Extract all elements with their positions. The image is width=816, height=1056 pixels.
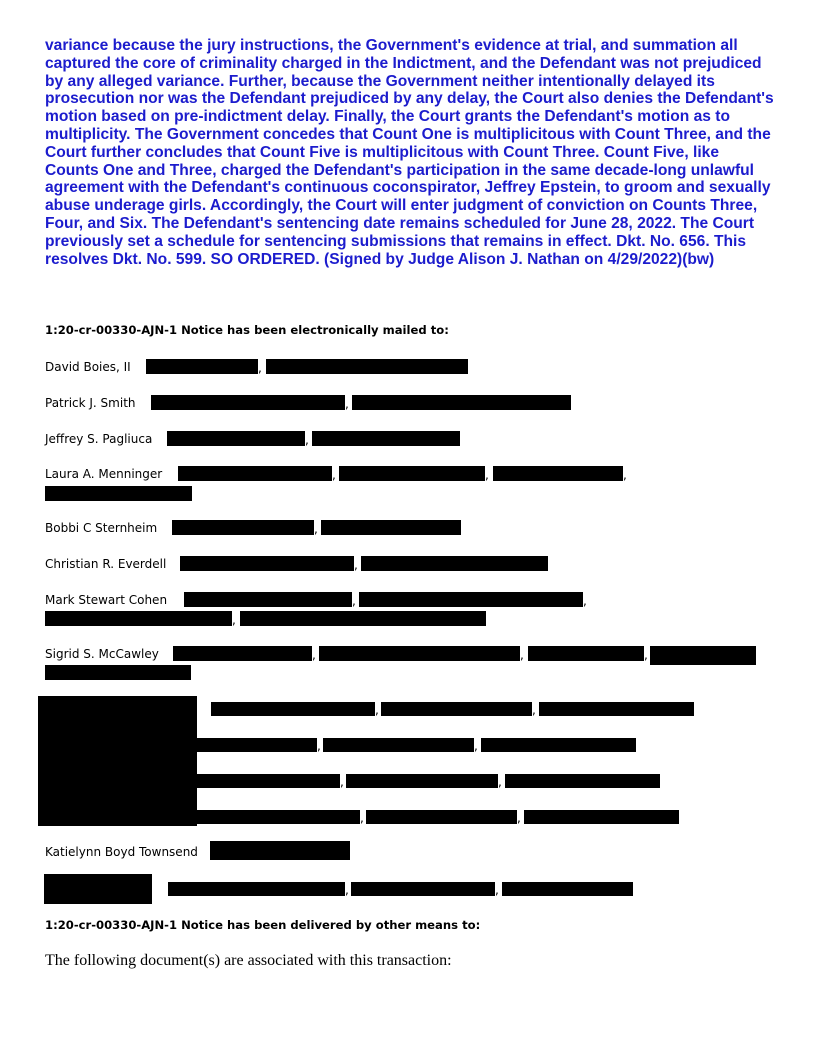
emailed-notice-heading: 1:20-cr-00330-AJN-1 Notice has been electronically mailed to: (45, 323, 449, 337)
redaction-box (366, 810, 517, 824)
redaction-box (481, 738, 636, 752)
redaction-box (168, 882, 345, 896)
separator: , (532, 703, 536, 717)
separator: , (345, 883, 349, 897)
redaction-box (45, 665, 191, 680)
separator: , (485, 468, 489, 482)
redaction-box (312, 431, 460, 446)
redaction-box (38, 696, 197, 826)
separator: , (258, 361, 262, 375)
redaction-box (539, 702, 694, 716)
redaction-box (180, 556, 354, 571)
redaction-box (339, 466, 485, 481)
recipient-name: Katielynn Boyd Townsend (45, 845, 198, 859)
separator: , (517, 811, 521, 825)
redaction-box (197, 738, 317, 752)
redaction-box (505, 774, 660, 788)
redaction-box (173, 646, 312, 661)
recipient-name: Sigrid S. McCawley (45, 647, 159, 661)
redaction-box (346, 774, 498, 788)
redaction-box (351, 882, 495, 896)
separator: , (583, 594, 587, 608)
redaction-box (184, 592, 352, 607)
redaction-box (323, 738, 474, 752)
redaction-box (359, 592, 583, 607)
separator: , (332, 468, 336, 482)
redaction-box (197, 810, 360, 824)
recipient-name: Bobbi C Sternheim (45, 521, 158, 535)
associated-documents-text: The following document(s) are associated with this transaction: (45, 952, 452, 969)
recipient-name: Jeffrey S. Pagliuca (45, 432, 153, 446)
redaction-box (381, 702, 532, 716)
separator: , (498, 775, 502, 789)
redaction-box (528, 646, 644, 661)
redaction-box (352, 395, 571, 410)
redaction-box (172, 520, 314, 535)
other-means-heading: 1:20-cr-00330-AJN-1 Notice has been delivered by other means to: (45, 918, 481, 932)
redaction-box (45, 611, 232, 626)
separator: , (312, 648, 316, 662)
redaction-box (319, 646, 520, 661)
separator: , (345, 397, 349, 411)
separator: , (232, 613, 236, 627)
separator: , (340, 775, 344, 789)
redaction-box (146, 359, 258, 374)
recipient-name: Christian R. Everdell (45, 557, 167, 571)
redaction-box (211, 702, 375, 716)
separator: , (520, 648, 524, 662)
separator: , (305, 433, 309, 447)
recipient-name: David Boies, II (45, 360, 131, 374)
recipient-name: Patrick J. Smith (45, 396, 136, 410)
redaction-box (44, 874, 152, 904)
separator: , (474, 739, 478, 753)
redaction-box (502, 882, 633, 896)
recipient-name: Laura A. Menninger (45, 467, 163, 481)
redaction-box (524, 810, 679, 824)
separator: , (314, 522, 318, 536)
separator: , (354, 558, 358, 572)
separator: , (352, 594, 356, 608)
separator: , (360, 811, 364, 825)
redaction-box (197, 774, 340, 788)
separator: , (495, 883, 499, 897)
redaction-box (321, 520, 461, 535)
docket-order-text: variance because the jury instructions, the Government's evidence at trial, and summation all captured the core of criminality charged in the Indictment, and the Defendant was not prejudiced by any alleged variance. Further, because the Government neither intentionally delayed its prosecution nor was the Defendant prejudiced by any delay, the Court also denies the Defendant's motion based on pre-indictment delay. Finally, the Court grants the Defendant's motion as to multiplicity. The Government concedes that Count One is multiplicitous with Count Three, and the Court further concludes that Count Five is multiplicitous with Count Three. Count Five, like Counts One and Three, charged the Defendant's participation in the same decade-long unlawful agreement with the Defendant's continuous coconspirator, Jeffrey Epstein, to groom and sexually abuse underage girls. Accordingly, the Court will enter judgment of conviction on Counts Three, Four, and Six. The Defendant's sentencing date remains scheduled for June 28, 2022. The Court previously set a schedule for sentencing submissions that remains in effect. Dkt. No. 656. This resolves Dkt. No. 599. SO ORDERED. (Signed by Judge Alison J. Nathan on 4/29/2022)(bw) (45, 37, 774, 268)
redaction-box (361, 556, 548, 571)
separator: , (623, 468, 627, 482)
recipient-name: Mark Stewart Cohen (45, 593, 168, 607)
redaction-box (240, 611, 486, 626)
redaction-box (178, 466, 332, 481)
redaction-box (493, 466, 623, 481)
redaction-box (210, 841, 350, 860)
redaction-box (151, 395, 345, 410)
redaction-box (266, 359, 468, 374)
redaction-box (650, 646, 756, 665)
separator: , (317, 739, 321, 753)
separator: , (644, 648, 648, 662)
separator: , (375, 703, 379, 717)
redaction-box (45, 486, 192, 501)
redaction-box (167, 431, 305, 446)
